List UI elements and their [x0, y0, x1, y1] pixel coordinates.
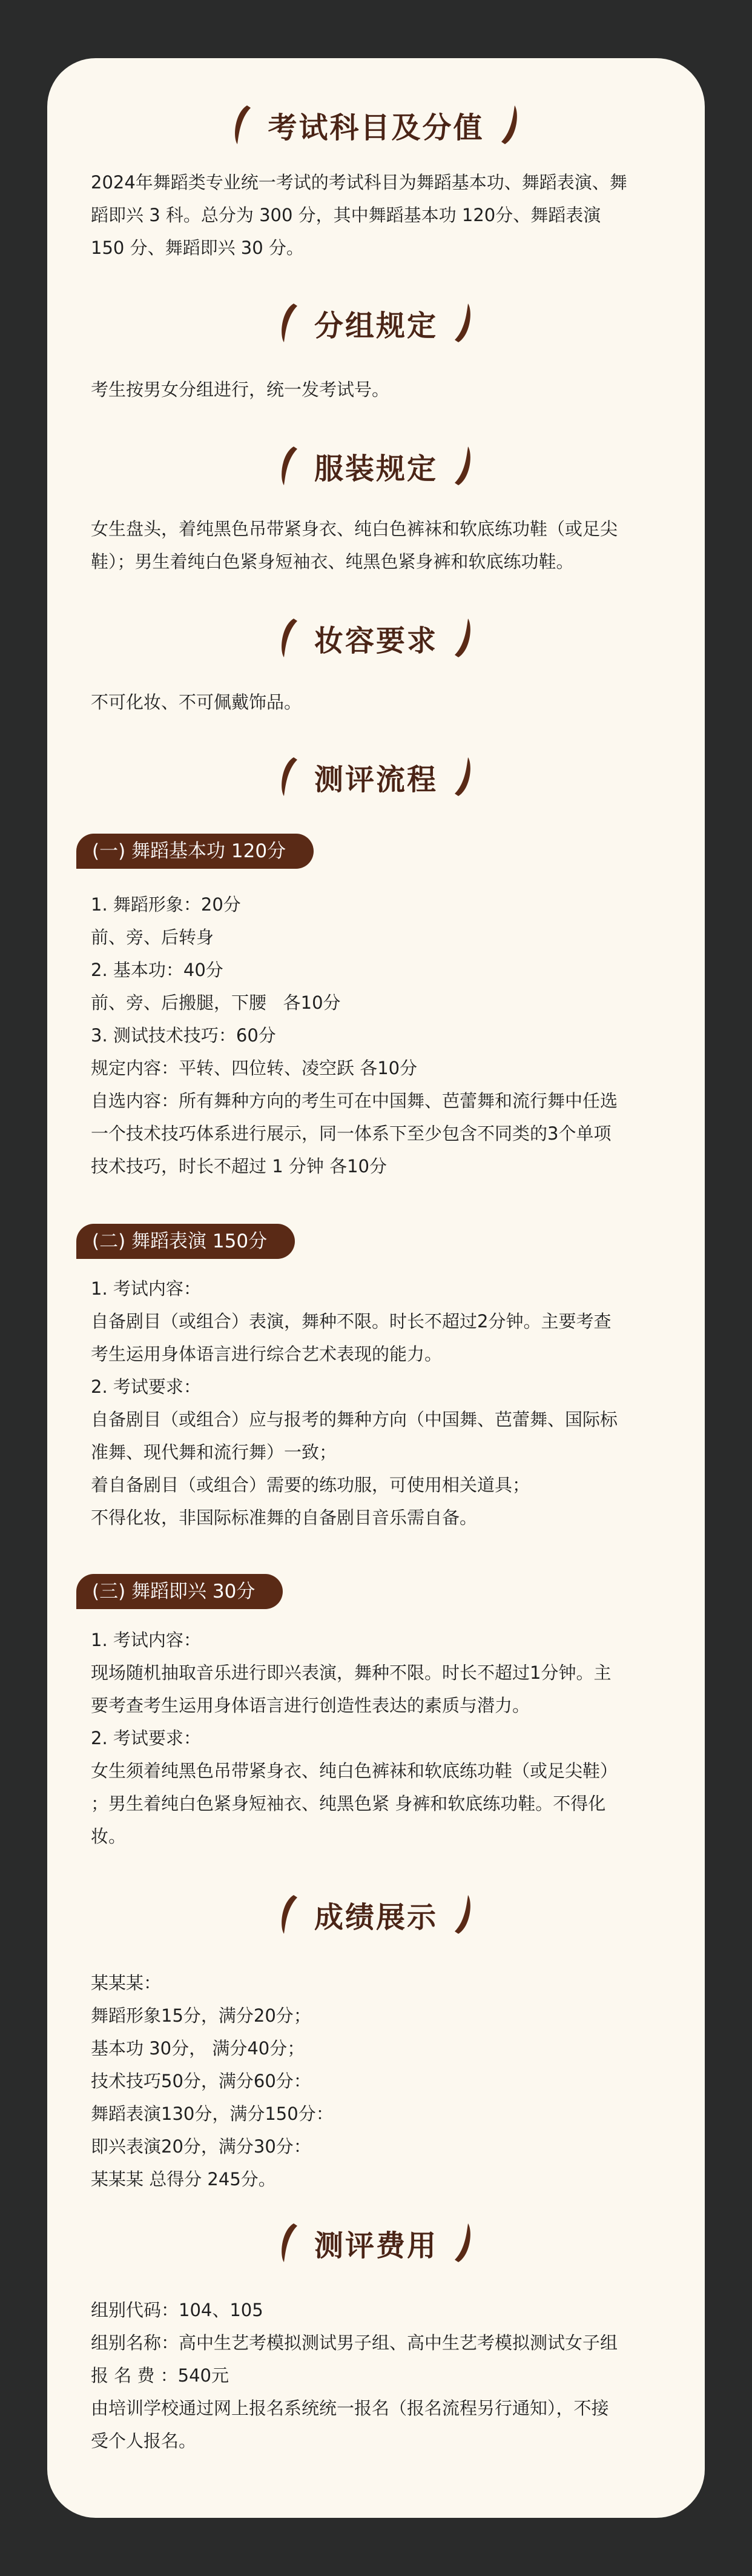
text-line: 3. 测试技术技巧：60分 [91, 1025, 276, 1046]
text-line: 2. 基本功：40分 [91, 960, 223, 980]
text-line: 规定内容：平转、四位转、凌空跃 各10分 [91, 1058, 418, 1078]
basic-skills-paragraph [91, 888, 666, 1183]
right-bracket-icon [454, 617, 475, 659]
section-title-makeup [47, 614, 705, 662]
text-line: ；男生着纯白色紧身短袖衣、纯黑色紧 身裤和软底练功鞋。不得化 [91, 1793, 606, 1814]
text-line: 由培训学校通过网上报名系统统一报名（报名流程另行通知），不接 [91, 2398, 609, 2418]
left-bracket-icon [277, 302, 298, 344]
left-bracket-icon [277, 445, 298, 486]
text-line: 1. 舞蹈形象：20分 [91, 894, 241, 915]
text-line: 自备剧目（或组合）应与报考的舞种方向（中国舞、芭蕾舞、国际标 [91, 1409, 618, 1430]
section-title-text: 服装规定 [314, 451, 438, 486]
text-line: 蹈即兴 3 科。总分为 300 分，其中舞蹈基本功 120分、舞蹈表演 [91, 205, 601, 225]
text-line: 2. 考试要求： [91, 1376, 201, 1397]
text-line: 舞蹈形象15分，满分20分； [91, 2005, 311, 2026]
section-title-fees [47, 2219, 705, 2267]
left-bracket-icon [277, 1894, 298, 1935]
text-line: 2. 考试要求： [91, 1728, 201, 1748]
right-bracket-icon [454, 756, 475, 797]
results-paragraph [91, 1967, 666, 2196]
text-line: 考生按男女分组进行，统一发考试号。 [91, 379, 390, 400]
text-line: 妆。 [91, 1826, 127, 1847]
left-bracket-icon [277, 756, 298, 797]
section-title-text: 成绩展示 [314, 1900, 438, 1934]
text-line: 1. 考试内容： [91, 1278, 201, 1299]
tag-performance: (二) 舞蹈表演 150分 [76, 1224, 295, 1259]
text-line: 着自备剧目（或组合）需要的练功服，可使用相关道具； [91, 1475, 530, 1495]
right-bracket-icon [454, 2222, 475, 2263]
text-line: 现场随机抽取音乐进行即兴表演，舞种不限。时长不超过1分钟。主 [91, 1662, 612, 1683]
section-title-text: 测评费用 [314, 2228, 438, 2263]
section-title-grouping [47, 299, 705, 347]
left-bracket-icon [277, 617, 298, 659]
text-line: 组别代码：104、105 [91, 2300, 263, 2320]
text-line: 基本功 30分， 满分40分； [91, 2038, 305, 2059]
tag-improvisation: (三) 舞蹈即兴 30分 [76, 1574, 283, 1609]
text-line: 不得化妆，非国际标准舞的自备剧目音乐需自备。 [91, 1507, 478, 1528]
text-line: 准舞、现代舞和流行舞）一致； [91, 1442, 337, 1462]
right-bracket-icon [454, 445, 475, 486]
section-title-text: 考试科目及分值 [268, 110, 484, 145]
left-bracket-icon [230, 104, 252, 145]
text-line: 受个人报名。 [91, 2431, 197, 2451]
costume-paragraph [91, 513, 666, 578]
fees-paragraph [91, 2294, 666, 2457]
section-title-subjects [47, 101, 705, 149]
makeup-paragraph [91, 686, 666, 719]
section-title-text: 妆容要求 [314, 623, 438, 658]
text-line: 技术技巧50分，满分60分： [91, 2071, 311, 2091]
text-line: 自备剧目（或组合）表演，舞种不限。时长不超过2分钟。主要考查 [91, 1311, 612, 1332]
text-line: 一个技术技巧体系进行展示，同一体系下至少包含不同类的3个单项 [91, 1123, 612, 1144]
text-line: 即兴表演20分，满分30分： [91, 2136, 311, 2157]
grouping-paragraph [91, 373, 666, 406]
tag-basic-skills: (一) 舞蹈基本功 120分 [76, 834, 314, 869]
content-card [47, 58, 705, 2518]
section-title-text: 分组规定 [314, 308, 438, 343]
text-line: 技术技巧，时长不超过 1 分钟 各10分 [91, 1156, 388, 1177]
performance-paragraph [91, 1272, 666, 1534]
text-line: 前、旁、后转身 [91, 927, 214, 948]
text-line: 某某某： [91, 1973, 162, 1993]
text-line: 鞋）；男生着纯白色紧身短袖衣、纯黑色紧身裤和软底练功鞋。 [91, 551, 574, 572]
text-line: 不可化妆、不可佩戴饰品。 [91, 692, 302, 712]
text-line: 自选内容：所有舞种方向的考生可在中国舞、芭蕾舞和流行舞中任选 [91, 1090, 618, 1111]
text-line: 组别名称：高中生艺考模拟测试男子组、高中生艺考模拟测试女子组 [91, 2332, 618, 2353]
section-title-text: 测评流程 [314, 762, 438, 797]
text-line: 女生盘头，着纯黑色吊带紧身衣、纯白色裤袜和软底练功鞋（或足尖 [91, 519, 618, 539]
text-line: 某某某 总得分 245分。 [91, 2169, 276, 2189]
text-line: 150 分、舞蹈即兴 30 分。 [91, 237, 304, 258]
text-line: 前、旁、后搬腿，下腰 各10分 [91, 992, 341, 1013]
right-bracket-icon [454, 1894, 475, 1935]
subjects-paragraph [91, 166, 666, 264]
text-line: 舞蹈表演130分，满分150分： [91, 2103, 334, 2124]
text-line: 要考查考生运用身体语言进行创造性表达的素质与潜力。 [91, 1695, 530, 1716]
improvisation-paragraph [91, 1624, 666, 1853]
section-title-results [47, 1890, 705, 1939]
text-line: 1. 考试内容： [91, 1630, 201, 1650]
text-line: 考生运用身体语言进行综合艺术表现的能力。 [91, 1344, 443, 1364]
right-bracket-icon [454, 302, 475, 344]
text-line: 女生须着纯黑色吊带紧身衣、纯白色裤袜和软底练功鞋（或足尖鞋） [91, 1761, 618, 1781]
right-bracket-icon [500, 104, 522, 145]
text-line: 2024年舞蹈类专业统一考试的考试科目为舞蹈基本功、舞蹈表演、舞 [91, 172, 627, 193]
section-title-costume [47, 442, 705, 490]
text-line: 报 名 费 ：540元 [91, 2365, 229, 2386]
left-bracket-icon [277, 2222, 298, 2263]
section-title-process [47, 752, 705, 801]
